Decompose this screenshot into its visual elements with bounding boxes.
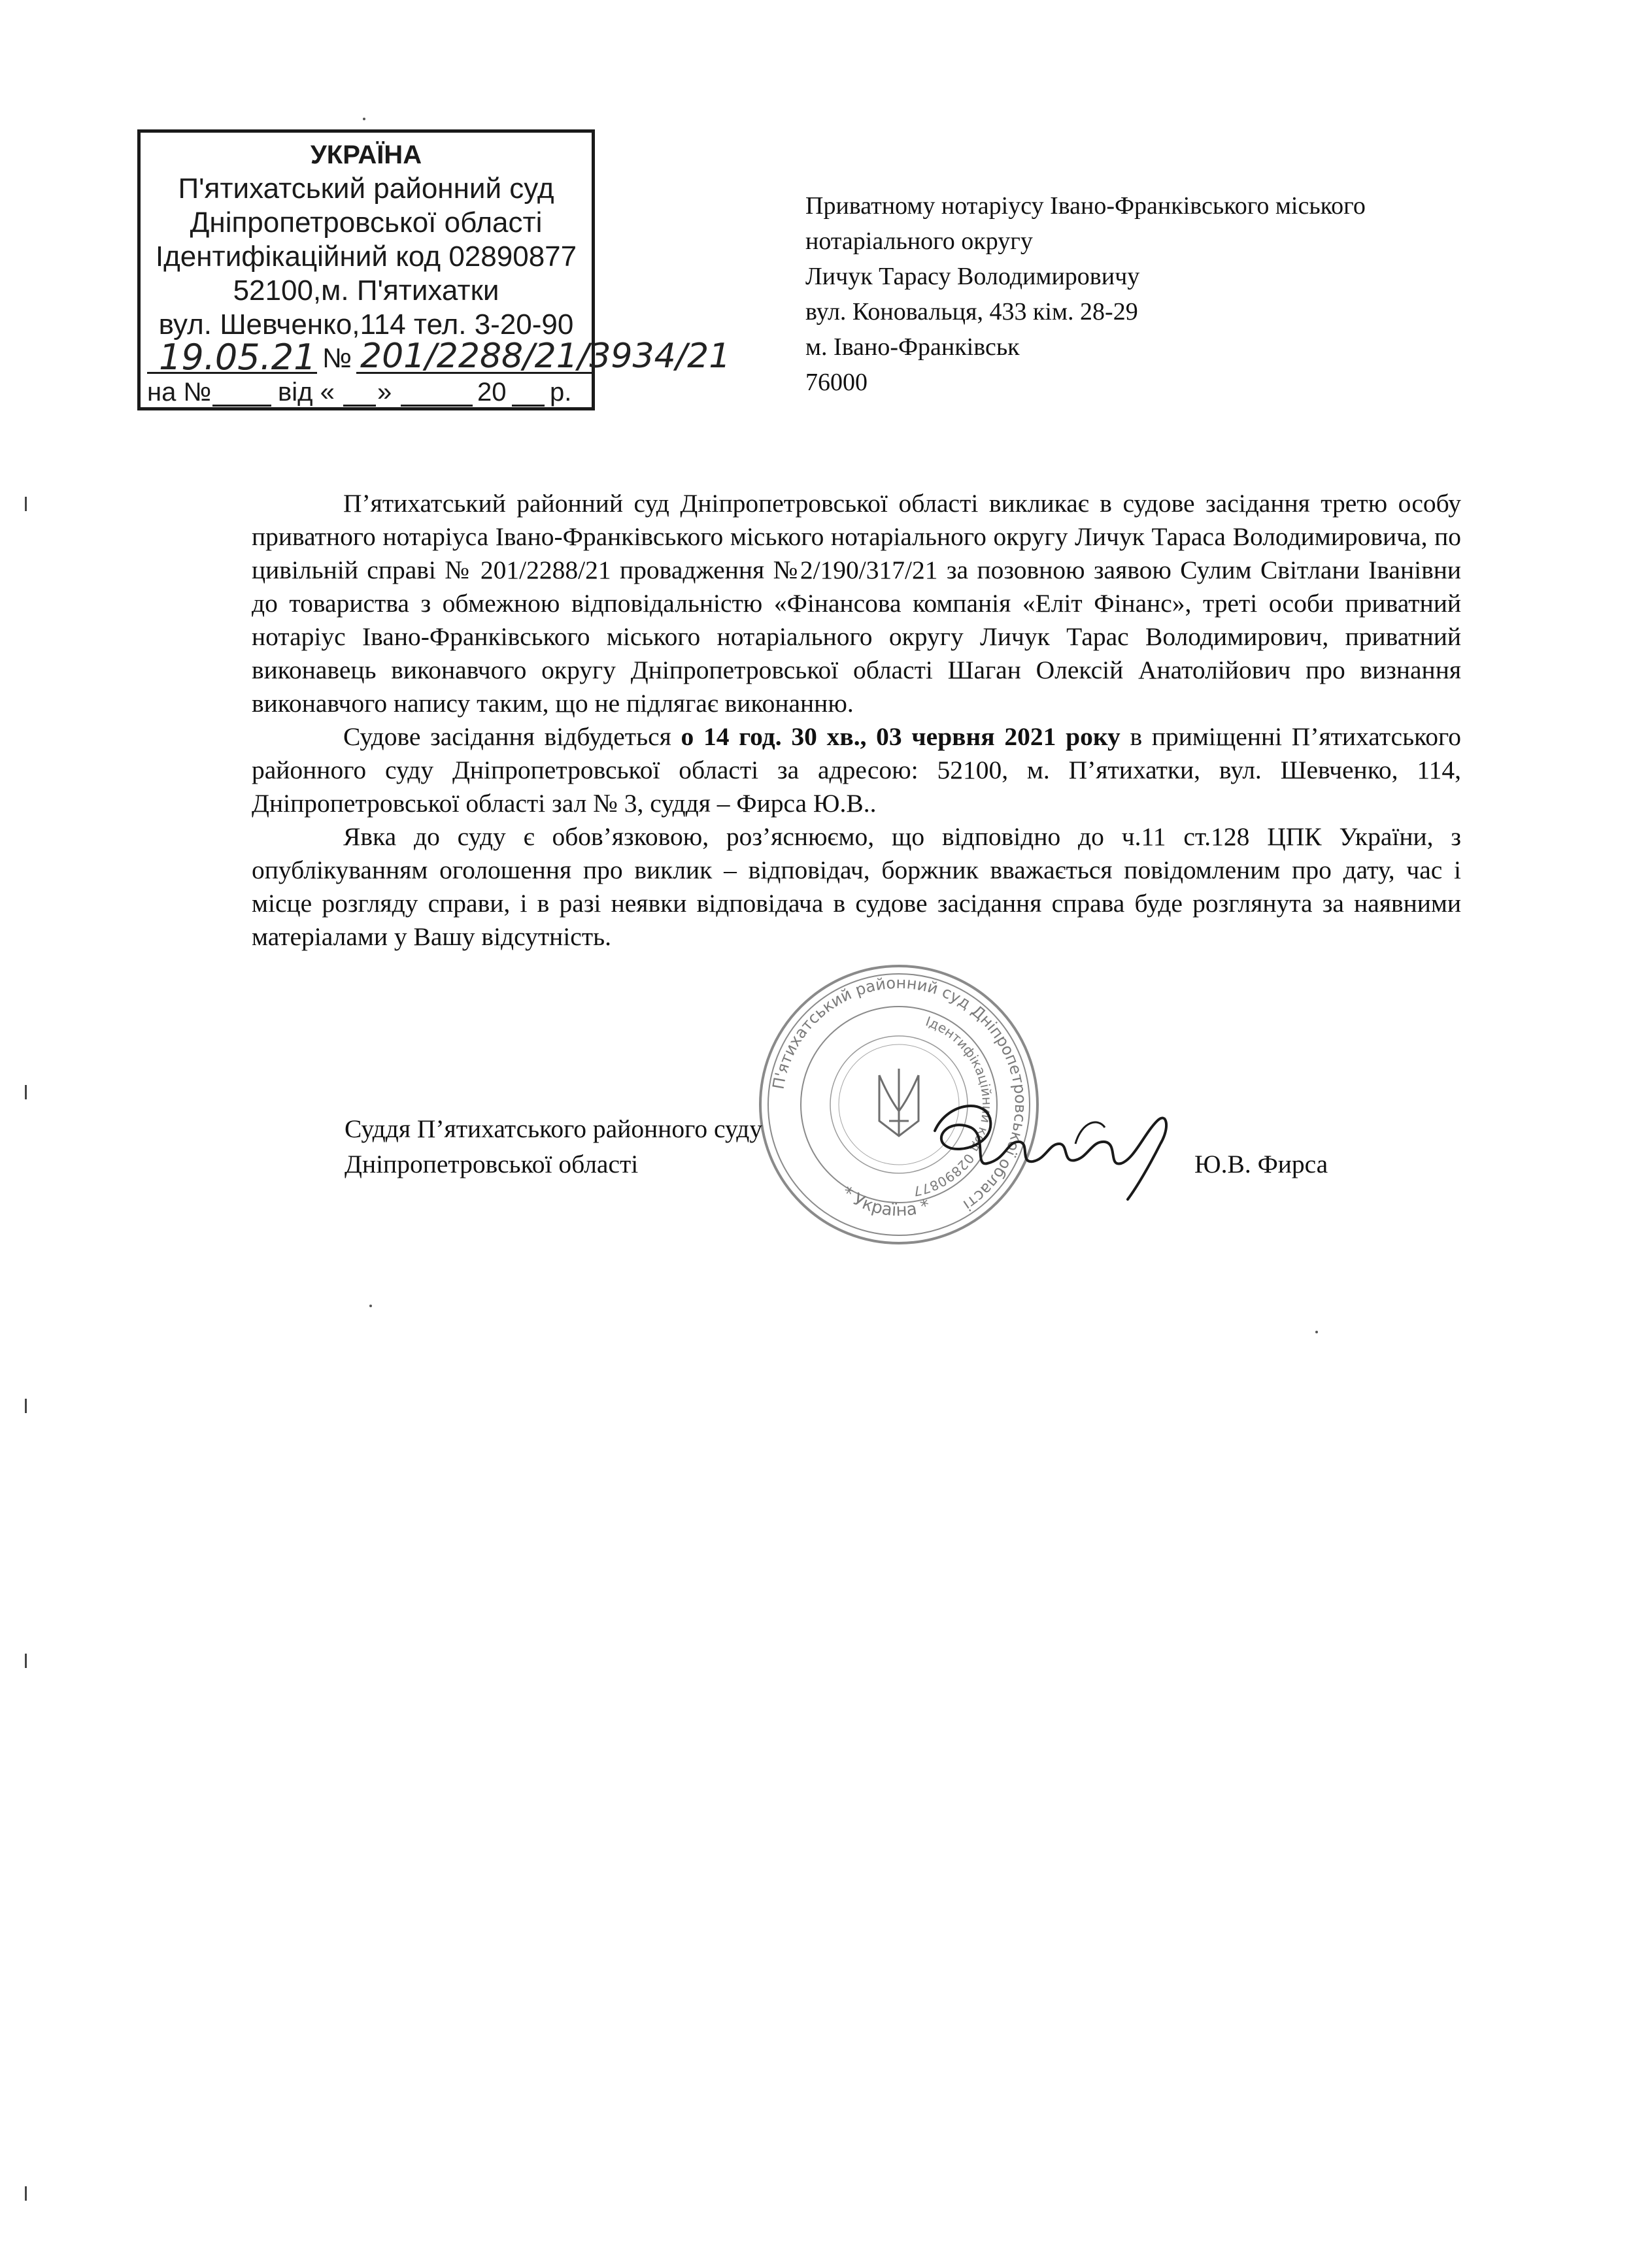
body-paragraph-hearing: Судове засідання відбудеться о 14 год. 30 хв., 03 червня 2021 року в приміщенні П’ятихатського районного суду Дніпропетровської області за адресою: 52100, м. П’ятихатки, вул. Шевченко, 114, Дніпропетровської області зал № 3, суддя – Фирса Ю.В.. [252,722,1461,818]
stamp-number-sign: № [322,342,352,373]
stamp-street: вул. Шевченко,114 тел. 3-20-90 [158,309,574,341]
stamp-incoming-year-suffix: р. [550,378,572,407]
stamp-city: 52100,м. П'ятихатки [233,275,499,307]
stamp-incoming-from: від « [278,378,335,407]
seal-inner-text: Ідентифікаційний код 02890877 [911,1013,996,1200]
addressee-line: нотаріального округу [805,227,1033,255]
scan-mark [25,1654,27,1668]
scan-speck [1315,1331,1318,1333]
signature-title: Суддя П’ятихатського районного суду Дніпропетровської області [345,1114,763,1178]
stamp-region: Дніпропетровської області [190,207,543,239]
addressee-postcode: 76000 [805,369,868,396]
hearing-datetime: о 14 год. 30 хв., 03 червня 2021 року [681,722,1121,751]
stamp-id-code: Ідентифікаційний код 02890877 [155,241,577,273]
scan-speck [363,118,365,120]
addressee-name: Личук Тарасу Володимировичу [805,263,1140,290]
scan-mark [25,1085,27,1099]
addressee-block [805,188,1557,400]
signature-name: Ю.В. Фирса [1194,1150,1328,1178]
scan-mark [25,1399,27,1413]
addressee-city: м. Івано-Франківськ [805,333,1020,361]
letter-body [252,487,1461,954]
registry-stamp [137,129,731,410]
stamp-outgoing-row [147,337,731,378]
seal-bottom-text: * Україна * [837,1182,933,1221]
addressee-street: вул. Коновальця, 433 кім. 28-29 [805,298,1138,325]
body-paragraph-attendance: Явка до суду є обов’язковою, роз’яснюємо, що відповідно до ч.11 ст.128 ЦПК України, з опублікуванням оголошення про виклик – відповідач, боржник вважається повідомленим про дату, час і місце розгляду справи, і в разі неявки відповідача в судове засідання справа буде розглянута за наявними матеріалами у Вашу відсутність. [252,822,1461,951]
scan-mark [25,2186,27,2201]
scan-mark [25,497,27,511]
stamp-incoming-quote: » [377,378,392,407]
stamp-outgoing-number: 201/2288/21/3934/21 [360,337,731,376]
stamp-incoming-prefix: на № [147,378,212,407]
scan-speck [369,1305,372,1307]
body-paragraph-summons: П’ятихатський районний суд Дніпропетровської області викликає в судове засідання третю особу приватного нотаріуса Івано-Франківського міського нотаріального округу Личук Тараса Володимировича, по цивільній справі № 201/2288/21 провадження №2/190/317/21 за позовною заявою Сулим Світлани Іванівни до товариства з обмежною відповідальністю «Фінансова компанія «Еліт Фінанс», треті особи приватний нотаріус Івано-Франківського міського нотаріального округу Личук Тарас Володимирович, приватний виконавець виконавчого округу Дніпропетровської області Шаган Олексій Анатолійович про визнання виконавчого напису таким, що не підлягає виконанню. [252,489,1461,718]
stamp-incoming-year: 20 [477,378,507,407]
stamp-court: П'ятихатський районний суд [178,173,554,205]
stamp-incoming-row [147,376,592,409]
handwritten-signature [909,1082,1183,1206]
stamp-outgoing-date: 19.05.21 [159,337,316,378]
stamp-country: УКРАЇНА [310,141,422,169]
seal-outer-text: П'ятихатський районний суд Дніпропетровської області [769,973,1030,1214]
addressee-line: Приватному нотаріусу Івано-Франківського міського [805,192,1366,220]
